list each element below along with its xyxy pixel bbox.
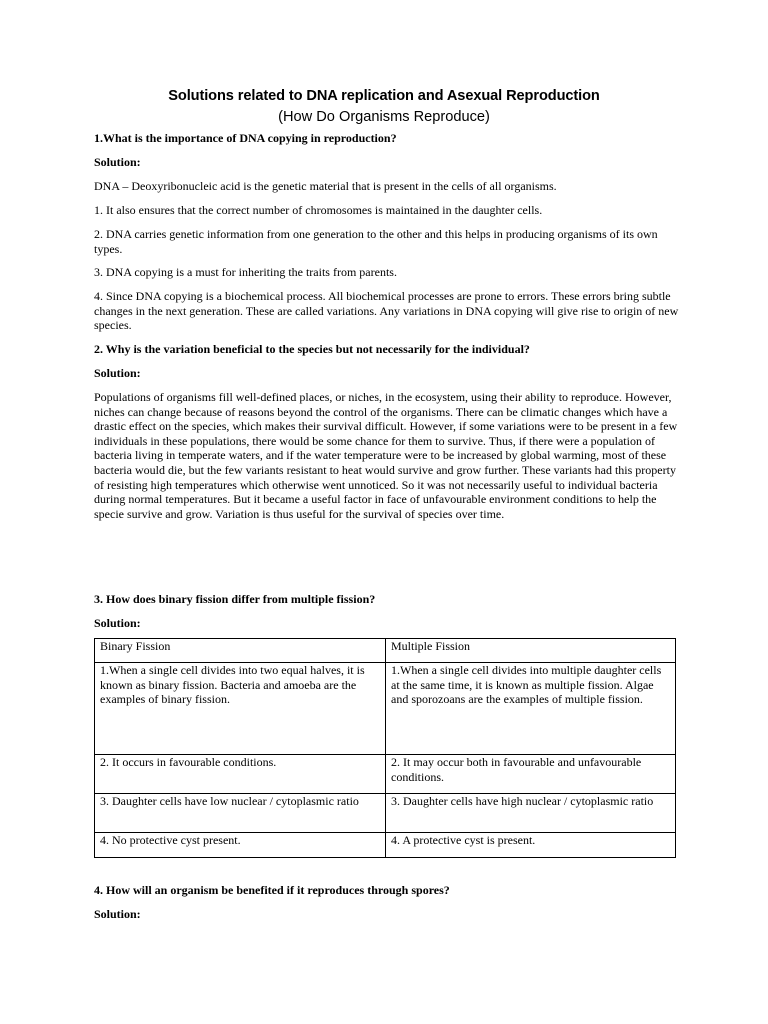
solution-label-2: Solution: <box>94 366 141 380</box>
table-row <box>95 794 676 833</box>
table-row <box>95 833 676 858</box>
question-3: 3. How does binary fission differ from multiple fission? <box>94 592 376 606</box>
table-cell: 2. It occurs in favourable conditions. <box>95 755 386 794</box>
question-2: 2. Why is the variation beneficial to the species but not necessarily for the individual? <box>94 342 530 356</box>
fission-comparison-table <box>94 638 676 858</box>
q1-paragraph-0: DNA – Deoxyribonucleic acid is the genetic material that is present in the cells of all organisms. <box>94 179 557 193</box>
table-cell: 1.When a single cell divides into multiple daughter cells at the same time, it is known as multiple fission. Algae and sporozoans are the examples of multiple fission. <box>386 663 676 755</box>
q2-paragraph-0: Populations of organisms fill well-defined places, or niches, in the ecosystem, using their ability to reproduce. However, niches can change because of reasons beyond the control of the organisms. There can be climatic changes which have a drastic effect on the species, which makes their survival difficult. However, if some variations were to be present in a few individuals in these populations, there would be some chance for them to survive. Thus, if there were a population of bacteria living in temperate waters, and if the water temperature were to be increased by global warming, most of these bacteria would die, but the few variants resistant to heat would survive and grow further. These variants had this property of resisting high temperatures which otherwise went unnoticed. So it was not necessarily useful to individual bacteria during normal temperatures. But it became a useful factor in face of unfavourable environment conditions to help the specie survive and grow. Variation is thus useful for the survival of species over time. <box>94 390 678 521</box>
solution-label-1: Solution: <box>94 155 141 169</box>
q1-paragraph-2: 2. DNA carries genetic information from one generation to the other and this helps in producing organisms of its own types. <box>94 227 658 256</box>
document-subtitle: (How Do Organisms Reproduce) <box>278 109 490 125</box>
solution-label-4: Solution: <box>94 907 141 921</box>
table-row <box>95 663 676 755</box>
table-header-row <box>95 639 676 663</box>
document-title: Solutions related to DNA replication and Asexual Reproduction <box>168 88 600 104</box>
table-header-cell: Multiple Fission <box>386 639 676 663</box>
question-1: 1.What is the importance of DNA copying in reproduction? <box>94 131 397 145</box>
table-cell: 4. A protective cyst is present. <box>386 833 676 858</box>
q1-paragraph-4: 4. Since DNA copying is a biochemical process. All biochemical processes are prone to errors. These errors bring subtle changes in the next generation. These are called variations. Any variations in DNA copying will give rise to origin of new species. <box>94 289 679 333</box>
table-row <box>95 755 676 794</box>
table-cell: 3. Daughter cells have low nuclear / cytoplasmic ratio <box>95 794 386 833</box>
table-cell: 3. Daughter cells have high nuclear / cytoplasmic ratio <box>386 794 676 833</box>
solution-label-3: Solution: <box>94 616 141 630</box>
table-cell: 4. No protective cyst present. <box>95 833 386 858</box>
table-cell: 1.When a single cell divides into two equal halves, it is known as binary fission. Bacteria and amoeba are the examples of binary fission. <box>95 663 386 755</box>
q1-paragraph-3: 3. DNA copying is a must for inheriting the traits from parents. <box>94 265 397 279</box>
table-header-cell: Binary Fission <box>95 639 386 663</box>
table-cell: 2. It may occur both in favourable and unfavourable conditions. <box>386 755 676 794</box>
q1-paragraph-1: 1. It also ensures that the correct number of chromosomes is maintained in the daughter cells. <box>94 203 543 217</box>
question-4: 4. How will an organism be benefited if it reproduces through spores? <box>94 883 450 897</box>
